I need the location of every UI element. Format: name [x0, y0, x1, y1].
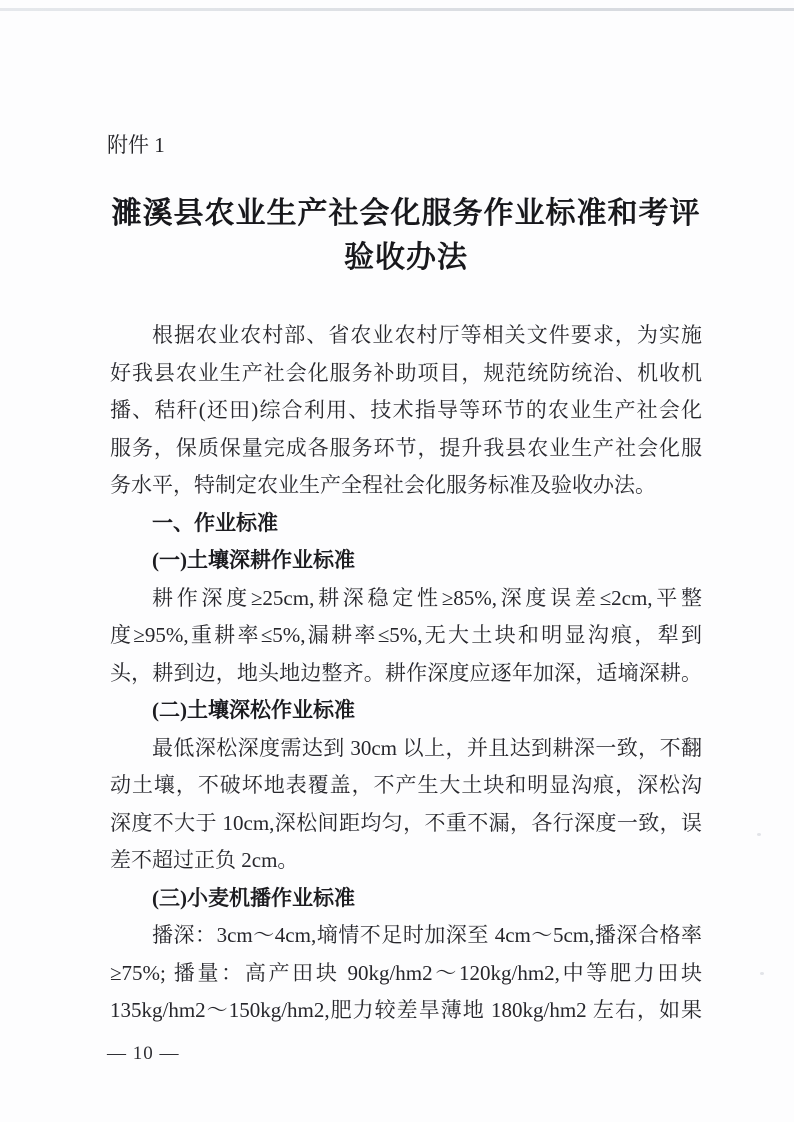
subsection-heading-1-3 — [110, 880, 702, 918]
text-line: 根据农业农村部、省农业农村厅等相关文件要求，为实施 — [152, 323, 702, 347]
document-content — [107, 0, 702, 1067]
document-body — [110, 317, 702, 1030]
page-number: — 10 — — [107, 1042, 180, 1064]
scan-speck — [757, 833, 761, 836]
text-line: 播深：3cm～4cm,墒情不足时加深至 4cm～5cm,播深合格率 — [152, 923, 702, 947]
text-line: 耕作深度≥25cm,耕深稳定性≥85%,深度误差≤2cm,平整 — [152, 585, 702, 610]
text-line: 深度不大于 10cm,深松间距均匀，不重不漏，各行深度一致，误 — [110, 810, 702, 835]
document-title — [110, 192, 702, 280]
text-line: 头，耕到边，地头地边整齐。耕作深度应逐年加深，适墒深耕。 — [110, 660, 702, 685]
text-line: 服务，保质保量完成各服务环节，提升我县农业生产社会化服 — [110, 435, 702, 460]
text-line: (二)土壤深松作业标准 — [152, 698, 355, 722]
paragraph-deep-plough — [110, 580, 702, 693]
text-line: 动土壤，不破坏地表覆盖，不产生大土块和明显沟痕，深松沟 — [110, 773, 702, 797]
text-line: 一、作业标准 — [152, 511, 278, 535]
paragraph-intro — [110, 317, 702, 505]
text-line: 135kg/hm2～150kg/hm2,肥力较差旱薄地 180kg/hm2 左右，如果 — [110, 998, 702, 1022]
section-heading-1 — [110, 505, 702, 543]
text-line: 最低深松深度需达到 30cm 以上，并且达到耕深一致，不翻 — [152, 735, 702, 760]
text-line: (三)小麦机播作业标准 — [152, 885, 355, 910]
paragraph-wheat-seeding — [110, 917, 702, 1030]
text-line: (一)土壤深耕作业标准 — [152, 548, 355, 572]
text-line: 好我县农业生产社会化服务补助项目，规范统防统治、机收机 — [110, 360, 702, 385]
attachment-label: 附件 1 — [107, 133, 165, 157]
text-line: 度≥95%,重耕率≤5%,漏耕率≤5%,无大土块和明显沟痕，犁到 — [110, 623, 702, 647]
subsection-heading-1-1 — [110, 542, 702, 580]
text-line: 播、秸秆(还田)综合利用、技术指导等环节的农业生产社会化 — [110, 398, 702, 422]
text-line: 差不超过正负 2cm。 — [110, 848, 299, 872]
scan-speck — [760, 972, 764, 975]
paragraph-subsoiling — [110, 730, 702, 880]
text-line: 务水平，特制定农业生产全程社会化服务标准及验收办法。 — [110, 473, 656, 497]
subsection-heading-1-2 — [110, 692, 702, 730]
text-line: ≥75%; 播量：高产田块 90kg/hm2～120kg/hm2,中等肥力田块 — [110, 960, 702, 985]
document-title-line: 濉溪县农业生产社会化服务作业标准和考评 — [111, 197, 701, 230]
document-title-line: 验收办法 — [344, 241, 468, 274]
